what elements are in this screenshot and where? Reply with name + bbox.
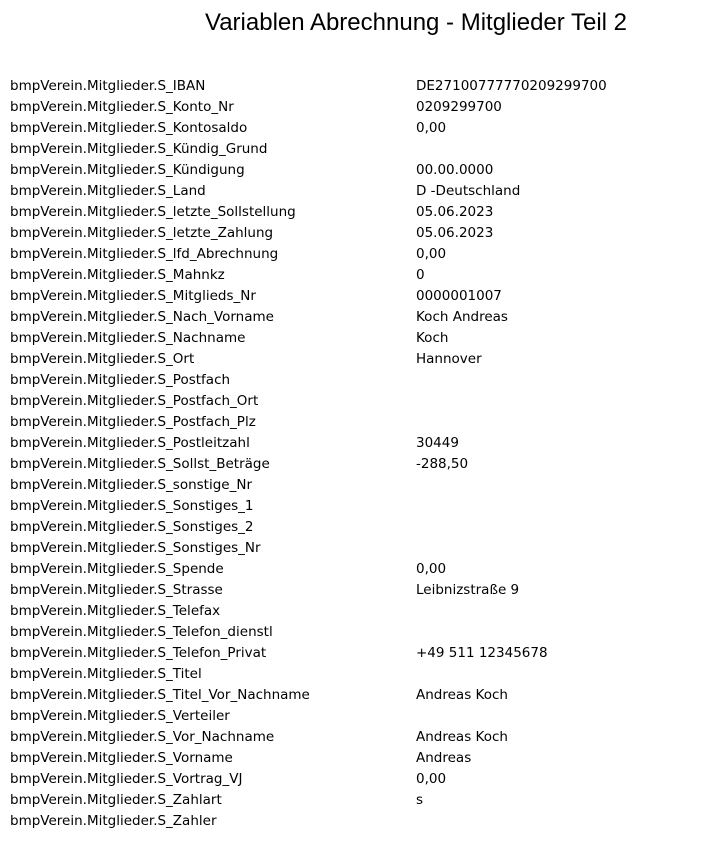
variable-row	[10, 202, 690, 223]
variable-row	[10, 685, 690, 706]
variable-row	[10, 391, 690, 412]
variable-row	[10, 307, 690, 328]
variable-value: Andreas Koch	[416, 729, 508, 745]
variable-row	[10, 160, 690, 181]
variable-value: 05.06.2023	[416, 225, 494, 241]
variable-name: bmpVerein.Mitglieder.S_Postfach	[10, 372, 231, 388]
variable-name: bmpVerein.Mitglieder.S_Kündig_Grund	[10, 141, 268, 157]
variable-row	[10, 181, 690, 202]
variable-value: Andreas	[416, 750, 472, 766]
variable-row	[10, 643, 690, 664]
variable-row	[10, 433, 690, 454]
variable-name: bmpVerein.Mitglieder.S_Verteiler	[10, 708, 230, 724]
variable-row	[10, 118, 690, 139]
variable-value: 0,00	[416, 120, 447, 136]
variable-value: +49 511 12345678	[416, 645, 548, 661]
variable-name: bmpVerein.Mitglieder.S_Postfach_Ort	[10, 393, 259, 409]
variable-row	[10, 349, 690, 370]
variable-value: 0,00	[416, 771, 447, 787]
variable-row	[10, 727, 690, 748]
variable-name: bmpVerein.Mitglieder.S_Mitglieds_Nr	[10, 288, 256, 304]
variable-name: bmpVerein.Mitglieder.S_Kontosaldo	[10, 120, 248, 136]
page-title: Variablen Abrechnung - Mitglieder Teil 2	[204, 9, 628, 36]
variable-name: bmpVerein.Mitglieder.S_Nachname	[10, 330, 246, 346]
variable-row	[10, 769, 690, 790]
variable-row	[10, 622, 690, 643]
variable-value: D -Deutschland	[416, 183, 521, 199]
variable-value: 05.06.2023	[416, 204, 494, 220]
variable-row	[10, 76, 690, 97]
variable-name: bmpVerein.Mitglieder.S_Vortrag_VJ	[10, 771, 243, 787]
variable-row	[10, 748, 690, 769]
variable-name: bmpVerein.Mitglieder.S_Telefon_Privat	[10, 645, 267, 661]
variable-name: bmpVerein.Mitglieder.S_Vorname	[10, 750, 233, 766]
variable-value: DE27100777770209299700	[416, 78, 607, 94]
variable-name: bmpVerein.Mitglieder.S_Telefon_dienstl	[10, 624, 273, 640]
variable-row	[10, 412, 690, 433]
variable-row	[10, 706, 690, 727]
variable-value: 0,00	[416, 246, 447, 262]
variable-name: bmpVerein.Mitglieder.S_Titel_Vor_Nachname	[10, 687, 310, 703]
variable-value: 0209299700	[416, 99, 502, 115]
variable-name: bmpVerein.Mitglieder.S_letzte_Zahlung	[10, 225, 274, 241]
variable-value: 0,00	[416, 561, 447, 577]
variable-row	[10, 559, 690, 580]
variable-name: bmpVerein.Mitglieder.S_Sonstiges_Nr	[10, 540, 261, 556]
variable-row	[10, 139, 690, 160]
variable-name: bmpVerein.Mitglieder.S_Postfach_Plz	[10, 414, 256, 430]
variable-value: 00.00.0000	[416, 162, 494, 178]
variable-value: Koch Andreas	[416, 309, 508, 325]
variable-row	[10, 538, 690, 559]
variable-value: Leibnizstraße 9	[416, 582, 520, 598]
variables-table	[10, 76, 690, 832]
variable-name: bmpVerein.Mitglieder.S_Land	[10, 183, 206, 199]
variable-row	[10, 811, 690, 832]
variable-name: bmpVerein.Mitglieder.S_Kündigung	[10, 162, 245, 178]
variable-row	[10, 517, 690, 538]
variable-row	[10, 286, 690, 307]
variable-name: bmpVerein.Mitglieder.S_Strasse	[10, 582, 223, 598]
variable-name: bmpVerein.Mitglieder.S_Sonstiges_1	[10, 498, 254, 514]
variable-name: bmpVerein.Mitglieder.S_Sonstiges_2	[10, 519, 254, 535]
variable-name: bmpVerein.Mitglieder.S_letzte_Sollstellung	[10, 204, 296, 220]
variable-value: -288,50	[416, 456, 469, 472]
variable-name: bmpVerein.Mitglieder.S_Vor_Nachname	[10, 729, 275, 745]
variable-value: 0	[416, 267, 425, 283]
variable-name: bmpVerein.Mitglieder.S_Titel	[10, 666, 202, 682]
variable-row	[10, 370, 690, 391]
variable-row	[10, 664, 690, 685]
variable-row	[10, 601, 690, 622]
variable-row	[10, 328, 690, 349]
variable-name: bmpVerein.Mitglieder.S_IBAN	[10, 78, 206, 94]
variable-name: bmpVerein.Mitglieder.S_sonstige_Nr	[10, 477, 253, 493]
variable-row	[10, 475, 690, 496]
variable-name: bmpVerein.Mitglieder.S_Spende	[10, 561, 224, 577]
variable-row	[10, 97, 690, 118]
variable-row	[10, 580, 690, 601]
variable-name: bmpVerein.Mitglieder.S_Nach_Vorname	[10, 309, 274, 325]
variable-name: bmpVerein.Mitglieder.S_Postleitzahl	[10, 435, 250, 451]
variable-name: bmpVerein.Mitglieder.S_Konto_Nr	[10, 99, 234, 115]
variable-row	[10, 223, 690, 244]
variable-name: bmpVerein.Mitglieder.S_lfd_Abrechnung	[10, 246, 279, 262]
variable-row	[10, 454, 690, 475]
variable-value: Koch	[416, 330, 449, 346]
variable-name: bmpVerein.Mitglieder.S_Mahnkz	[10, 267, 225, 283]
variable-row	[10, 790, 690, 811]
variable-row	[10, 244, 690, 265]
variable-value: Hannover	[416, 351, 482, 367]
variable-row	[10, 496, 690, 517]
variable-value: 30449	[416, 435, 459, 451]
variable-name: bmpVerein.Mitglieder.S_Sollst_Beträge	[10, 456, 270, 472]
variable-value: s	[416, 792, 424, 808]
variable-name: bmpVerein.Mitglieder.S_Zahler	[10, 813, 217, 829]
variable-value: Andreas Koch	[416, 687, 508, 703]
variable-name: bmpVerein.Mitglieder.S_Zahlart	[10, 792, 222, 808]
variable-value: 0000001007	[416, 288, 502, 304]
variable-row	[10, 265, 690, 286]
variable-name: bmpVerein.Mitglieder.S_Ort	[10, 351, 195, 367]
variable-name: bmpVerein.Mitglieder.S_Telefax	[10, 603, 221, 619]
